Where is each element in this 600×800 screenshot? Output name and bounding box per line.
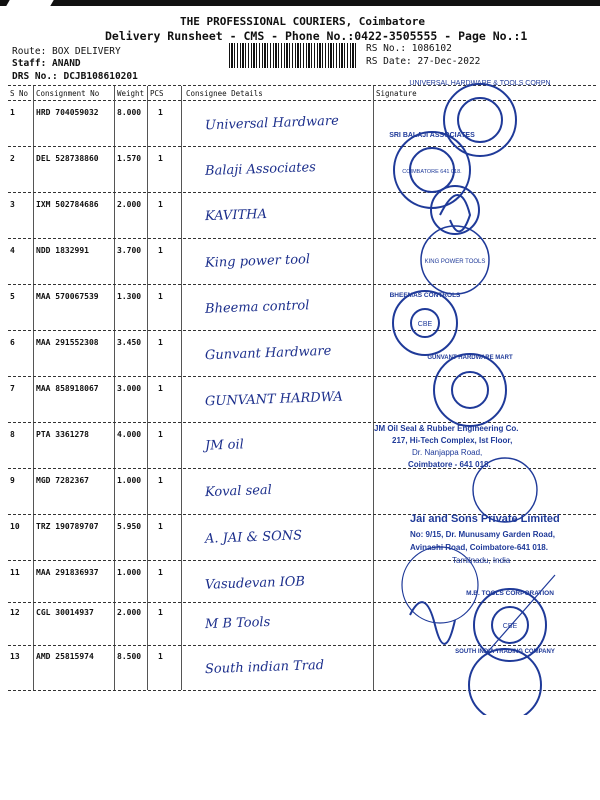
col-consignment: Consignment No [36,89,100,98]
row-weight: 3.700 [117,246,142,255]
row-pcs: 1 [158,568,163,577]
south-stamp-text: SOUTH INDIA TRADING COMPANY [455,649,555,655]
row-pcs: 1 [158,154,163,163]
row-weight: 4.000 [117,430,142,439]
row-consignment: IXM 502784686 [36,200,99,209]
row-pcs: 1 [158,430,163,439]
top-scan-notch [6,0,53,6]
universal-stamp-ring [444,84,516,156]
jm-stamp-line1: JM Oil Seal & Rubber Engineering Co. [374,424,519,433]
row-pcs: 1 [158,246,163,255]
row-consignment: TRZ 190789707 [36,522,99,531]
row-sno: 5 [10,292,15,301]
jm-stamp-line4: Coimbatore - 641 018. [408,460,491,469]
bheema-stamp-text: BHEEMAS CONTROLS [389,292,461,299]
row-weight: 1.000 [117,476,142,485]
gunvant-stamp-text: GUNVANT HARDWARE MART [427,355,513,361]
row-pcs: 1 [158,292,163,301]
bheema-stamp-cbe: CBE [417,321,433,328]
row-sno: 3 [10,200,15,209]
row-sno: 1 [10,108,15,117]
row-consignee: South indian Trad [204,657,325,678]
row-pcs: 1 [158,384,163,393]
col-pcs: PCS [150,89,164,98]
row-consignee: KAVITHA [204,206,268,225]
row-consignee: M B Tools [204,614,271,633]
jai-stamp-title: Jai and Sons Private Limited [410,513,560,525]
row-pcs: 1 [158,338,163,347]
kingpower-stamp-text: KING POWER TOOLS [424,259,486,265]
row-consignment: DEL 528738860 [36,154,99,163]
row-weight: 2.000 [117,608,142,617]
row-sno: 8 [10,430,15,439]
row-consignment: AMD 25815974 [36,652,94,661]
south-stamp-ring [469,649,541,715]
row-sno: 11 [10,568,20,577]
route-label: Route: BOX DELIVERY [12,46,121,57]
jm-stamp-line2: 217, Hi-Tech Complex, Ist Floor, [392,436,513,445]
row-consignment: NDD 1832991 [36,246,89,255]
row-consignee: King power tool [204,252,311,271]
company-title: THE PROFESSIONAL COURIERS, Coimbatore [180,15,426,28]
row-weight: 2.000 [117,200,142,209]
col-details: Consignee Details [186,89,263,98]
row-sno: 12 [10,608,20,617]
row-weight: 8.000 [117,108,142,117]
row-consignment: HRD 704059032 [36,108,99,117]
row-pcs: 1 [158,200,163,209]
col-sno: S No [10,89,29,98]
top-scan-edge [0,0,600,6]
row-consignee: GUNVANT HARDWA [204,389,344,410]
signature-stroke [410,602,455,644]
row-sno: 9 [10,476,15,485]
row-weight: 1.570 [117,154,142,163]
row-consignment: MAA 570067539 [36,292,99,301]
row-sno: 13 [10,652,20,661]
stamps-layer [370,55,600,715]
row-pcs: 1 [158,522,163,531]
barcode [229,43,357,68]
jai-stamp-line3: Tamilnadu, India [452,556,511,565]
row-consignee: Gunvant Hardware [204,343,332,364]
row-consignee: Balaji Associates [204,160,317,179]
universal-stamp-text: UNIVERSAL HARDWARE & TOOLS CORPN [409,80,551,87]
row-consignee: JM oil [204,437,245,454]
balaji-stamp-text: SRI BALAJI ASSOCIATES [389,132,475,139]
mb-stamp-cbe: CBE [502,623,518,630]
runsheet-title: Delivery Runsheet - CMS - Phone No.:0422-3505555 - Page No.:1 [105,29,528,43]
signature-scribble-circle [431,186,479,234]
row-weight: 1.300 [117,292,142,301]
row-weight: 5.950 [117,522,142,531]
gunvant-stamp-ring [434,354,506,426]
row-consignment: MAA 291552308 [36,338,99,347]
row-weight: 3.450 [117,338,142,347]
row-pcs: 1 [158,108,163,117]
row-sno: 4 [10,246,15,255]
row-consignment: MAA 858918067 [36,384,99,393]
jai-stamp-line2: Avinashi Road, Coimbatore-641 018. [410,543,548,552]
row-consignment: PTA 3361278 [36,430,89,439]
col-weight: Weight [117,89,145,98]
row-sno: 7 [10,384,15,393]
row-sno: 6 [10,338,15,347]
row-weight: 8.500 [117,652,142,661]
mb-stamp-text: M.B. TOOLS CORPORATION [466,590,554,597]
row-consignee: Bheema control [204,298,310,317]
drs-label: DRS No.: DCJB108610201 [12,71,138,82]
jai-stamp-line1: No: 9/15, Dr. Munusamy Garden Road, [410,530,555,539]
row-consignee: Vasudevan IOB [204,574,306,593]
jm-stamp-line3: Dr. Nanjappa Road, [412,448,483,457]
row-consignment: CGL 30014937 [36,608,94,617]
row-consignment: MAA 291836937 [36,568,99,577]
row-consignee: Koval seal [204,482,273,501]
row-consignee: A. JAI & SONS [204,528,303,547]
row-pcs: 1 [158,652,163,661]
staff-label: Staff: ANAND [12,58,81,69]
rs-date: RS Date: 27-Dec-2022 [366,56,481,67]
row-sno: 2 [10,154,15,163]
col-signature: Signature [376,89,417,98]
row-pcs: 1 [158,608,163,617]
balaji-stamp-city: COIMBATORE 641 018. [402,169,462,175]
row-weight: 3.000 [117,384,142,393]
row-weight: 1.000 [117,568,142,577]
row-consignment: MGD 7282367 [36,476,89,485]
rs-number: RS No.: 1086102 [366,43,452,54]
row-consignee: Universal Hardware [204,113,340,134]
row-pcs: 1 [158,476,163,485]
row-sno: 10 [10,522,20,531]
